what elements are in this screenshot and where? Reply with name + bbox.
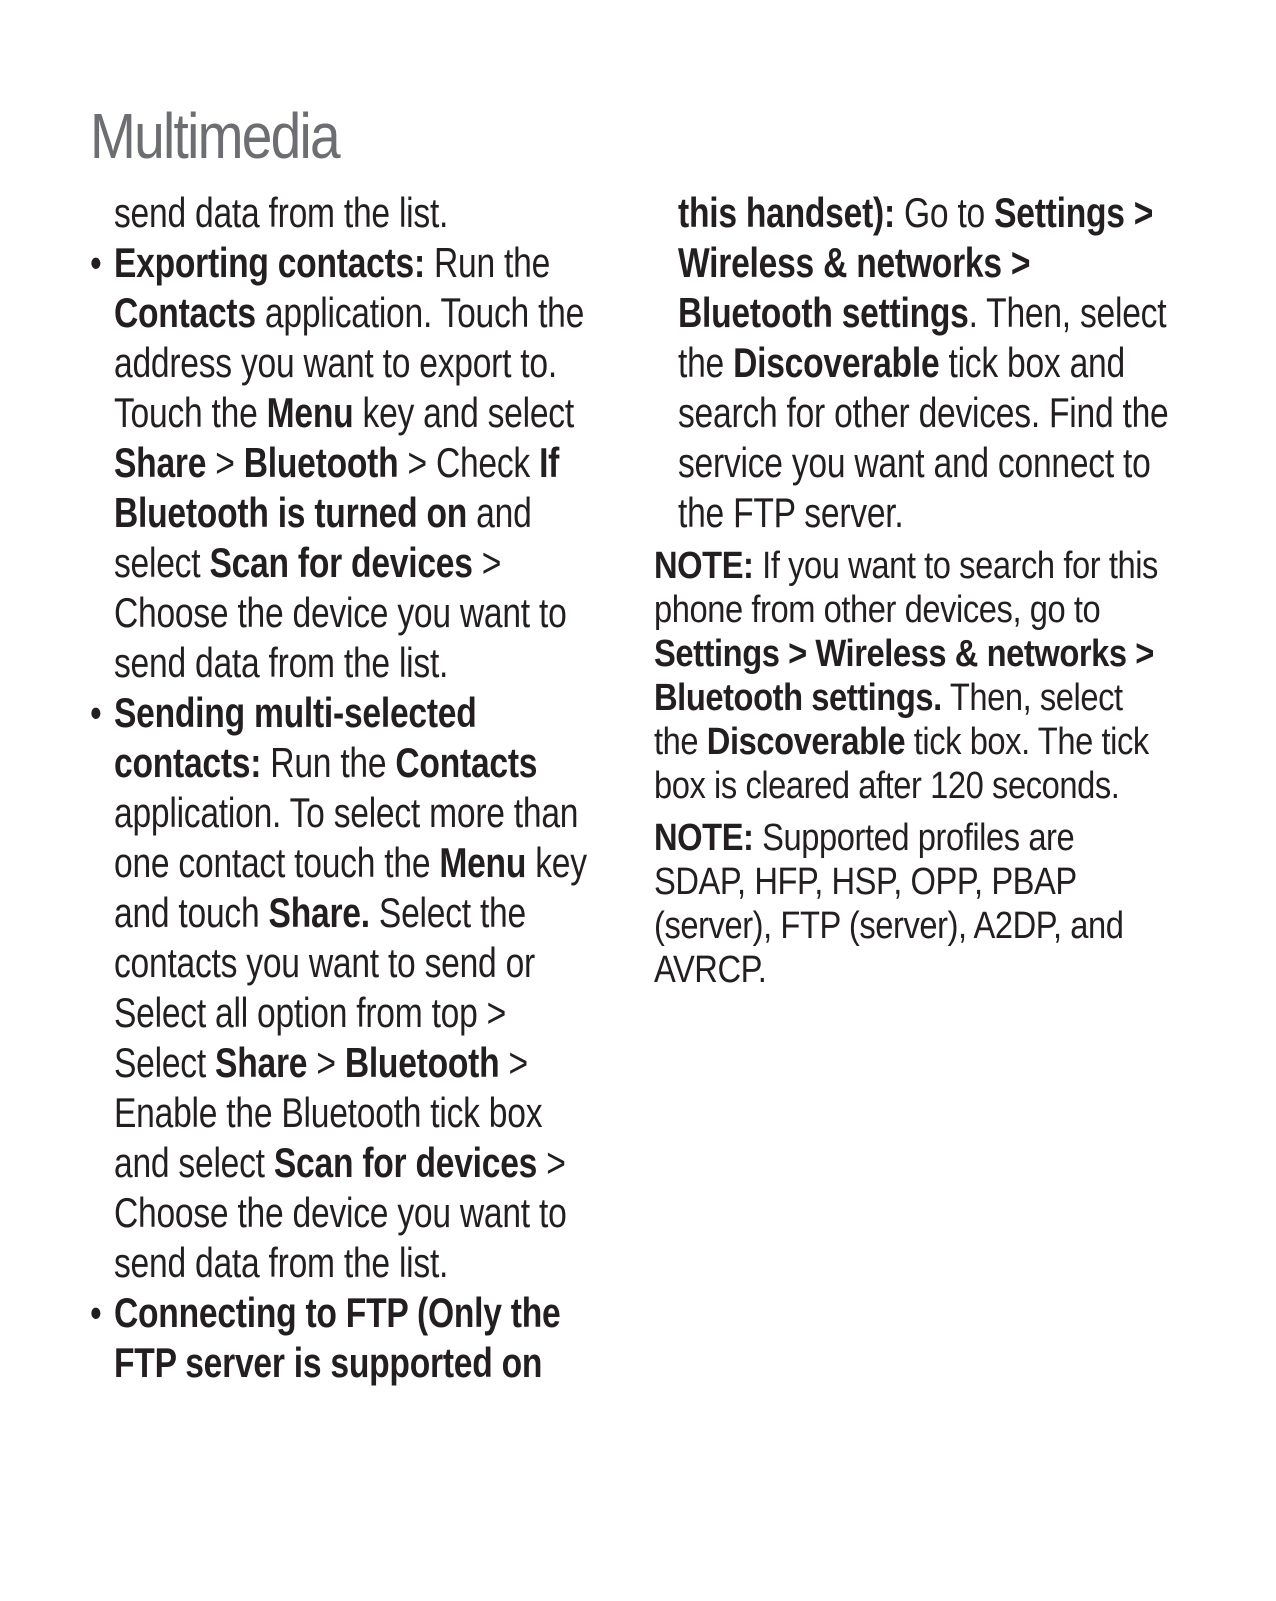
- bullet-exporting-contacts: [90, 238, 590, 688]
- bullet-body: [114, 239, 584, 686]
- bold-text: Bluetooth: [344, 1039, 500, 1086]
- bold-text: this handset):: [678, 189, 895, 236]
- bold-text: Scan for devices: [209, 539, 473, 586]
- text-run: application. To select more than one contact touch the: [114, 789, 579, 886]
- bold-text: If Bluetooth is turned on: [114, 439, 560, 536]
- bold-text: Connecting to FTP (Only the FTP server is supported on: [114, 1289, 561, 1386]
- text-run: tick box. The tick box is cleared after 120 seconds.: [654, 721, 1149, 807]
- bold-text: Contacts: [395, 739, 538, 786]
- text-run: Then, select the: [654, 677, 1123, 763]
- bullet-sending-multi-selected: [90, 688, 590, 1288]
- bullet-list: [90, 238, 590, 1388]
- note-supported-profiles: [654, 816, 1161, 992]
- right-column: [654, 188, 1214, 992]
- notes: [654, 544, 1214, 992]
- text-run: > Choose the device you want to send data from the list.: [114, 1139, 567, 1286]
- bold-text: Settings > Wireless & networks > Bluetooth settings: [678, 189, 1154, 336]
- text-run: tick box and search for other devices. Find the service you want and connect to the FTP server.: [678, 339, 1169, 536]
- bold-text: Settings > Wireless & networks > Bluetooth settings.: [654, 633, 1154, 719]
- text-run: > Check: [398, 439, 540, 486]
- bold-text: Share.: [268, 889, 370, 936]
- bullet-connecting-ftp: [90, 1288, 590, 1388]
- page-title: Multimedia: [90, 100, 339, 172]
- ftp-continuation-text: [654, 188, 1178, 538]
- text-run: Supported profiles are SDAP, HFP, HSP, OPP, PBAP (server), FTP (server), A2DP, and AVRCP.: [654, 817, 1124, 991]
- text-run: >: [206, 439, 244, 486]
- bold-text: Exporting contacts:: [114, 239, 425, 286]
- bold-text: Menu: [266, 389, 354, 436]
- bold-text: Share: [215, 1039, 308, 1086]
- text-run: Go to: [894, 189, 995, 236]
- text-run: application. Touch the address you want to export to. Touch the: [114, 289, 585, 436]
- bold-text: NOTE:: [654, 817, 754, 859]
- bold-text: Discoverable: [733, 339, 940, 386]
- text-run: If you want to search for this phone from other devices, go to: [654, 545, 1158, 631]
- bold-text: Discoverable: [706, 721, 906, 763]
- text-run: > Enable the Bluetooth tick box and select: [114, 1039, 543, 1186]
- bold-text: Sending multi-selected contacts:: [114, 689, 477, 786]
- text-run: Run the: [424, 239, 551, 286]
- bold-text: Bluetooth: [243, 439, 399, 486]
- bold-text: Share: [114, 439, 207, 486]
- bold-text: Scan for devices: [273, 1139, 538, 1186]
- bullet-body: [114, 1289, 560, 1386]
- text-run: Select the contacts you want to send or Select all option from top > Select: [114, 889, 535, 1086]
- text-run: key and touch: [114, 839, 587, 936]
- bold-text: Menu: [439, 839, 527, 886]
- text-run: . Then, select the: [678, 289, 1167, 386]
- left-column: [90, 188, 650, 1388]
- bold-text: Contacts: [114, 289, 256, 336]
- bullet-icon: •: [90, 1289, 102, 1336]
- bullet-body: [114, 689, 587, 1286]
- text-run: >: [307, 1039, 345, 1086]
- bullet-icon: •: [90, 239, 102, 286]
- text-run: Run the: [261, 739, 396, 786]
- bullet-icon: •: [90, 689, 102, 736]
- note-discoverable: [654, 544, 1161, 808]
- text-run: and select: [114, 489, 532, 586]
- bold-text: NOTE:: [654, 545, 754, 587]
- continuation-text: send data from the list.: [114, 189, 449, 236]
- text-run: > Choose the device you want to send data from the list.: [114, 539, 567, 686]
- text-run: key and select: [353, 389, 574, 436]
